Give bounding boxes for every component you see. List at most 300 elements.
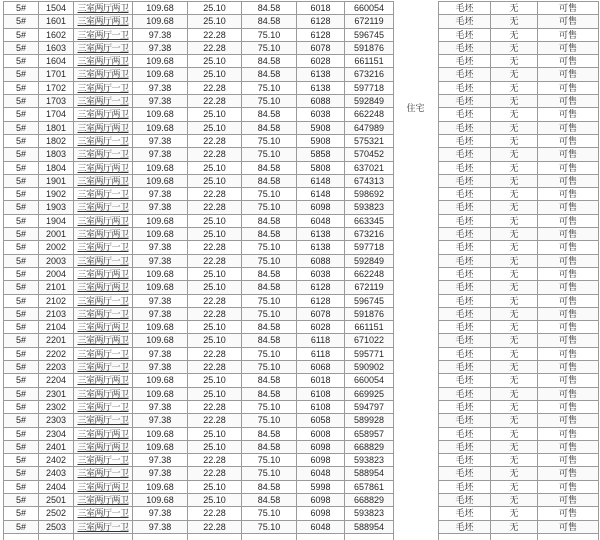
cell-unit-type-link[interactable]: 三室两厅两卫 bbox=[74, 161, 133, 174]
cell-gross-area: 109.68 bbox=[133, 281, 188, 294]
table-row bbox=[439, 228, 599, 241]
cell-room-number: 2402 bbox=[39, 454, 74, 467]
table-row bbox=[4, 440, 394, 453]
cell-total-price: 591876 bbox=[345, 307, 394, 320]
cell-unit-type-link[interactable]: 三室两厅两卫 bbox=[74, 228, 133, 241]
cell-building-number: 5# bbox=[4, 361, 39, 374]
cell-unit-type-link[interactable]: 三室两厅两卫 bbox=[74, 387, 133, 400]
cell-unit-type-link[interactable]: 三室两厅一卫 bbox=[74, 148, 133, 161]
cell-unit-type-link[interactable]: 三室两厅两卫 bbox=[74, 267, 133, 280]
table-row bbox=[4, 241, 394, 254]
cell-sale-status: 可售 bbox=[538, 214, 599, 227]
cell-total-price: 668829 bbox=[345, 440, 394, 453]
cell-gross-area: 97.38 bbox=[133, 28, 188, 41]
table-row bbox=[4, 121, 394, 134]
cell-room-number: 1802 bbox=[39, 134, 74, 147]
table-row bbox=[439, 493, 599, 506]
cell-net-area: 84.58 bbox=[242, 68, 297, 81]
cell-condition: 毛坯 bbox=[439, 241, 491, 254]
cell-building-number: 5# bbox=[4, 241, 39, 254]
cell-unit-type-link[interactable]: 三室两厅两卫 bbox=[74, 68, 133, 81]
cell-mortgage: 无 bbox=[491, 414, 538, 427]
cell-building-number: 5# bbox=[4, 334, 39, 347]
cell-sale-status: 可售 bbox=[538, 387, 599, 400]
table-row bbox=[4, 95, 394, 108]
cell-unit-type-link[interactable]: 三室两厅一卫 bbox=[74, 188, 133, 201]
table-row bbox=[439, 95, 599, 108]
cell-mortgage: 无 bbox=[491, 241, 538, 254]
cell-building-number: 5# bbox=[4, 347, 39, 360]
cell-mortgage: 无 bbox=[491, 188, 538, 201]
cell-net-area: 84.58 bbox=[242, 108, 297, 121]
table-row bbox=[439, 294, 599, 307]
cell-shared-area: 22.28 bbox=[188, 467, 242, 480]
cell-gross-area: 109.68 bbox=[133, 161, 188, 174]
cell-sale-status: 可售 bbox=[538, 440, 599, 453]
cell-unit-price: 6088 bbox=[297, 95, 345, 108]
cell-sale-status: 可售 bbox=[538, 201, 599, 214]
cell-room-number: 2004 bbox=[39, 267, 74, 280]
cell-condition: 毛坯 bbox=[439, 281, 491, 294]
cell-shared-area: 22.28 bbox=[188, 307, 242, 320]
cell-unit-type-link[interactable]: 三室两厅一卫 bbox=[74, 28, 133, 41]
cell-mortgage: 无 bbox=[491, 55, 538, 68]
cell-total-price: 660054 bbox=[345, 374, 394, 387]
cell-total-price: 588954 bbox=[345, 467, 394, 480]
cell-net-area: 84.58 bbox=[242, 2, 297, 15]
table-row bbox=[4, 347, 394, 360]
cell-sale-status: 可售 bbox=[538, 520, 599, 533]
cell-unit-price: 6108 bbox=[297, 400, 345, 413]
cell-building-number: 5# bbox=[4, 387, 39, 400]
cell-building-number: 5# bbox=[4, 148, 39, 161]
cell-condition: 毛坯 bbox=[439, 267, 491, 280]
table-row bbox=[4, 174, 394, 187]
cell-room-number: 2003 bbox=[39, 254, 74, 267]
cell-sale-status: 可售 bbox=[538, 41, 599, 54]
cell-building-number: 5# bbox=[4, 440, 39, 453]
cell-total-price: 668829 bbox=[345, 493, 394, 506]
table-row bbox=[4, 454, 394, 467]
cell-room-number: 2102 bbox=[39, 294, 74, 307]
cell-mortgage: 无 bbox=[491, 121, 538, 134]
cell-gross-area: 109.68 bbox=[133, 68, 188, 81]
cell-room-number: 1504 bbox=[39, 2, 74, 15]
cell-mortgage: 无 bbox=[491, 334, 538, 347]
cell-net-area: 84.58 bbox=[242, 334, 297, 347]
cell-sale-status: 可售 bbox=[538, 174, 599, 187]
cell-room-number: 1702 bbox=[39, 81, 74, 94]
cell-unit-price: 5908 bbox=[297, 121, 345, 134]
cell-condition: 毛坯 bbox=[439, 387, 491, 400]
table-row-partial bbox=[4, 533, 394, 540]
table-row bbox=[439, 148, 599, 161]
cell-sale-status: 可售 bbox=[538, 95, 599, 108]
table-row bbox=[439, 427, 599, 440]
cell-total-price: 596745 bbox=[345, 294, 394, 307]
cell-shared-area: 25.10 bbox=[188, 387, 242, 400]
cell-mortgage: 无 bbox=[491, 454, 538, 467]
cell-mortgage: 无 bbox=[491, 400, 538, 413]
cell-building-number: 5# bbox=[4, 414, 39, 427]
cell-sale-status: 可售 bbox=[538, 2, 599, 15]
empty-cell bbox=[538, 533, 599, 540]
cell-total-price: 672119 bbox=[345, 15, 394, 28]
cell-shared-area: 22.28 bbox=[188, 454, 242, 467]
table-row bbox=[439, 440, 599, 453]
cell-sale-status: 可售 bbox=[538, 228, 599, 241]
cell-unit-price: 6098 bbox=[297, 201, 345, 214]
cell-gross-area: 109.68 bbox=[133, 174, 188, 187]
cell-unit-price: 6088 bbox=[297, 254, 345, 267]
cell-unit-type-link[interactable]: 三室两厅一卫 bbox=[74, 294, 133, 307]
cell-unit-price: 6078 bbox=[297, 41, 345, 54]
cell-condition: 毛坯 bbox=[439, 28, 491, 41]
cell-room-number: 2303 bbox=[39, 414, 74, 427]
cell-mortgage: 无 bbox=[491, 493, 538, 506]
cell-net-area: 84.58 bbox=[242, 374, 297, 387]
cell-unit-type-link[interactable]: 三室两厅两卫 bbox=[74, 55, 133, 68]
cell-building-number: 5# bbox=[4, 121, 39, 134]
cell-unit-type-link[interactable]: 三室两厅一卫 bbox=[74, 134, 133, 147]
cell-unit-type-link[interactable]: 三室两厅一卫 bbox=[74, 467, 133, 480]
table-row bbox=[4, 294, 394, 307]
cell-net-area: 84.58 bbox=[242, 174, 297, 187]
cell-mortgage: 无 bbox=[491, 427, 538, 440]
table-row bbox=[4, 134, 394, 147]
cell-unit-type-link[interactable]: 三室两厅一卫 bbox=[74, 361, 133, 374]
cell-net-area: 84.58 bbox=[242, 161, 297, 174]
cell-shared-area: 25.10 bbox=[188, 15, 242, 28]
cell-net-area: 75.10 bbox=[242, 414, 297, 427]
table-row bbox=[439, 387, 599, 400]
cell-condition: 毛坯 bbox=[439, 161, 491, 174]
cell-gross-area: 97.38 bbox=[133, 307, 188, 320]
cell-unit-price: 6098 bbox=[297, 440, 345, 453]
empty-cell bbox=[39, 533, 74, 540]
empty-cell bbox=[188, 533, 242, 540]
table-row bbox=[4, 361, 394, 374]
cell-unit-type-link[interactable]: 三室两厅一卫 bbox=[74, 95, 133, 108]
cell-net-area: 84.58 bbox=[242, 427, 297, 440]
cell-sale-status: 可售 bbox=[538, 307, 599, 320]
cell-condition: 毛坯 bbox=[439, 374, 491, 387]
cell-unit-price: 6048 bbox=[297, 467, 345, 480]
cell-mortgage: 无 bbox=[491, 108, 538, 121]
cell-mortgage: 无 bbox=[491, 374, 538, 387]
cell-net-area: 75.10 bbox=[242, 81, 297, 94]
cell-building-number: 5# bbox=[4, 108, 39, 121]
cell-gross-area: 97.38 bbox=[133, 414, 188, 427]
cell-mortgage: 无 bbox=[491, 281, 538, 294]
cell-building-number: 5# bbox=[4, 15, 39, 28]
cell-unit-type-link[interactable]: 三室两厅两卫 bbox=[74, 214, 133, 227]
table-row bbox=[4, 427, 394, 440]
cell-sale-status: 可售 bbox=[538, 68, 599, 81]
cell-total-price: 593823 bbox=[345, 507, 394, 520]
cell-building-number: 5# bbox=[4, 254, 39, 267]
cell-condition: 毛坯 bbox=[439, 414, 491, 427]
cell-building-number: 5# bbox=[4, 454, 39, 467]
cell-room-number: 2304 bbox=[39, 427, 74, 440]
cell-shared-area: 25.10 bbox=[188, 480, 242, 493]
cell-total-price: 592849 bbox=[345, 254, 394, 267]
cell-unit-type-link[interactable]: 三室两厅一卫 bbox=[74, 400, 133, 413]
cell-sale-status: 可售 bbox=[538, 294, 599, 307]
cell-total-price: 597718 bbox=[345, 81, 394, 94]
cell-sale-status: 可售 bbox=[538, 121, 599, 134]
cell-building-number: 5# bbox=[4, 400, 39, 413]
table-row bbox=[439, 347, 599, 360]
cell-sale-status: 可售 bbox=[538, 55, 599, 68]
cell-unit-price: 5908 bbox=[297, 134, 345, 147]
cell-unit-type-link[interactable]: 三室两厅两卫 bbox=[74, 493, 133, 506]
cell-mortgage: 无 bbox=[491, 201, 538, 214]
cell-unit-type-link[interactable]: 三室两厅两卫 bbox=[74, 480, 133, 493]
cell-condition: 毛坯 bbox=[439, 55, 491, 68]
cell-unit-type-link[interactable]: 三室两厅两卫 bbox=[74, 121, 133, 134]
cell-building-number: 5# bbox=[4, 520, 39, 533]
cell-unit-price: 6128 bbox=[297, 294, 345, 307]
table-row bbox=[4, 267, 394, 280]
cell-shared-area: 22.28 bbox=[188, 254, 242, 267]
cell-condition: 毛坯 bbox=[439, 361, 491, 374]
table-row bbox=[439, 2, 599, 15]
cell-building-number: 5# bbox=[4, 174, 39, 187]
table-row bbox=[439, 334, 599, 347]
table-row bbox=[4, 493, 394, 506]
cell-unit-type-link[interactable]: 三室两厅一卫 bbox=[74, 241, 133, 254]
cell-net-area: 84.58 bbox=[242, 387, 297, 400]
cell-unit-type-link[interactable]: 三室两厅两卫 bbox=[74, 281, 133, 294]
cell-shared-area: 25.10 bbox=[188, 440, 242, 453]
cell-net-area: 84.58 bbox=[242, 55, 297, 68]
cell-sale-status: 可售 bbox=[538, 134, 599, 147]
cell-net-area: 75.10 bbox=[242, 467, 297, 480]
cell-unit-type-link[interactable]: 三室两厅一卫 bbox=[74, 507, 133, 520]
cell-unit-type-link[interactable]: 三室两厅两卫 bbox=[74, 174, 133, 187]
cell-unit-type-link[interactable]: 三室两厅一卫 bbox=[74, 347, 133, 360]
cell-shared-area: 22.28 bbox=[188, 148, 242, 161]
cell-unit-price: 6138 bbox=[297, 241, 345, 254]
cell-building-number: 5# bbox=[4, 28, 39, 41]
cell-mortgage: 无 bbox=[491, 228, 538, 241]
cell-building-number: 5# bbox=[4, 2, 39, 15]
cell-shared-area: 22.28 bbox=[188, 520, 242, 533]
cell-condition: 毛坯 bbox=[439, 254, 491, 267]
cell-gross-area: 109.68 bbox=[133, 228, 188, 241]
cell-net-area: 84.58 bbox=[242, 15, 297, 28]
cell-total-price: 570452 bbox=[345, 148, 394, 161]
cell-unit-price: 6128 bbox=[297, 15, 345, 28]
cell-sale-status: 可售 bbox=[538, 148, 599, 161]
cell-room-number: 1604 bbox=[39, 55, 74, 68]
cell-room-number: 1701 bbox=[39, 68, 74, 81]
cell-building-number: 5# bbox=[4, 188, 39, 201]
cell-shared-area: 25.10 bbox=[188, 121, 242, 134]
cell-sale-status: 可售 bbox=[538, 241, 599, 254]
cell-mortgage: 无 bbox=[491, 480, 538, 493]
table-row bbox=[439, 174, 599, 187]
cell-building-number: 5# bbox=[4, 81, 39, 94]
cell-unit-price: 6028 bbox=[297, 321, 345, 334]
cell-shared-area: 22.28 bbox=[188, 41, 242, 54]
cell-room-number: 2404 bbox=[39, 480, 74, 493]
table-row bbox=[439, 374, 599, 387]
cell-unit-price: 6028 bbox=[297, 55, 345, 68]
table-row bbox=[4, 148, 394, 161]
cell-mortgage: 无 bbox=[491, 294, 538, 307]
table-row bbox=[4, 480, 394, 493]
cell-room-number: 2502 bbox=[39, 507, 74, 520]
cell-mortgage: 无 bbox=[491, 347, 538, 360]
cell-room-number: 2202 bbox=[39, 347, 74, 360]
cell-net-area: 84.58 bbox=[242, 228, 297, 241]
cell-condition: 毛坯 bbox=[439, 307, 491, 320]
cell-net-area: 75.10 bbox=[242, 41, 297, 54]
cell-unit-price: 5858 bbox=[297, 148, 345, 161]
cell-total-price: 590902 bbox=[345, 361, 394, 374]
cell-mortgage: 无 bbox=[491, 361, 538, 374]
cell-building-number: 5# bbox=[4, 321, 39, 334]
cell-unit-price: 6098 bbox=[297, 454, 345, 467]
cell-gross-area: 97.38 bbox=[133, 361, 188, 374]
cell-total-price: 598692 bbox=[345, 188, 394, 201]
cell-gross-area: 97.38 bbox=[133, 95, 188, 108]
cell-total-price: 595771 bbox=[345, 347, 394, 360]
cell-shared-area: 25.10 bbox=[188, 228, 242, 241]
table-row bbox=[439, 28, 599, 41]
cell-shared-area: 25.10 bbox=[188, 161, 242, 174]
cell-building-number: 5# bbox=[4, 201, 39, 214]
cell-sale-status: 可售 bbox=[538, 81, 599, 94]
cell-sale-status: 可售 bbox=[538, 108, 599, 121]
cell-room-number: 1901 bbox=[39, 174, 74, 187]
cell-sale-status: 可售 bbox=[538, 507, 599, 520]
cell-total-price: 662248 bbox=[345, 108, 394, 121]
table-row bbox=[439, 214, 599, 227]
cell-unit-price: 6138 bbox=[297, 68, 345, 81]
cell-building-number: 5# bbox=[4, 228, 39, 241]
cell-mortgage: 无 bbox=[491, 95, 538, 108]
table-row bbox=[4, 374, 394, 387]
cell-unit-type-link[interactable]: 三室两厅一卫 bbox=[74, 201, 133, 214]
cell-unit-type-link[interactable]: 三室两厅两卫 bbox=[74, 374, 133, 387]
cell-room-number: 1603 bbox=[39, 41, 74, 54]
cell-total-price: 593823 bbox=[345, 454, 394, 467]
cell-total-price: 672119 bbox=[345, 281, 394, 294]
cell-unit-type-link[interactable]: 三室两厅一卫 bbox=[74, 81, 133, 94]
cell-unit-type-link[interactable]: 三室两厅一卫 bbox=[74, 520, 133, 533]
cell-net-area: 75.10 bbox=[242, 28, 297, 41]
cell-mortgage: 无 bbox=[491, 134, 538, 147]
cell-gross-area: 109.68 bbox=[133, 387, 188, 400]
table-row bbox=[439, 281, 599, 294]
table-row bbox=[4, 307, 394, 320]
cell-shared-area: 25.10 bbox=[188, 374, 242, 387]
table-row bbox=[439, 400, 599, 413]
cell-total-price: 591876 bbox=[345, 41, 394, 54]
cell-unit-type-link[interactable]: 三室两厅两卫 bbox=[74, 321, 133, 334]
table-row bbox=[439, 507, 599, 520]
table-row bbox=[439, 241, 599, 254]
table-row bbox=[4, 387, 394, 400]
empty-cell bbox=[242, 533, 297, 540]
cell-room-number: 2301 bbox=[39, 387, 74, 400]
table-row bbox=[4, 414, 394, 427]
cell-unit-type-link[interactable]: 三室两厅一卫 bbox=[74, 454, 133, 467]
cell-unit-type-link[interactable]: 三室两厅一卫 bbox=[74, 414, 133, 427]
cell-mortgage: 无 bbox=[491, 148, 538, 161]
cell-unit-type-link[interactable]: 三室两厅两卫 bbox=[74, 334, 133, 347]
cell-unit-price: 6058 bbox=[297, 414, 345, 427]
cell-sale-status: 可售 bbox=[538, 361, 599, 374]
cell-unit-type-link[interactable]: 三室两厅两卫 bbox=[74, 15, 133, 28]
cell-unit-type-link[interactable]: 三室两厅两卫 bbox=[74, 440, 133, 453]
cell-room-number: 2401 bbox=[39, 440, 74, 453]
cell-total-price: 657861 bbox=[345, 480, 394, 493]
cell-unit-type-link[interactable]: 三室两厅一卫 bbox=[74, 307, 133, 320]
cell-unit-type-link[interactable]: 三室两厅两卫 bbox=[74, 108, 133, 121]
cell-building-number: 5# bbox=[4, 281, 39, 294]
cell-building-number: 5# bbox=[4, 294, 39, 307]
cell-condition: 毛坯 bbox=[439, 334, 491, 347]
empty-cell bbox=[4, 533, 39, 540]
cell-unit-price: 6128 bbox=[297, 28, 345, 41]
cell-total-price: 669925 bbox=[345, 387, 394, 400]
table-row bbox=[439, 41, 599, 54]
cell-unit-type-link[interactable]: 三室两厅两卫 bbox=[74, 2, 133, 15]
cell-total-price: 660054 bbox=[345, 2, 394, 15]
cell-room-number: 1801 bbox=[39, 121, 74, 134]
cell-condition: 毛坯 bbox=[439, 148, 491, 161]
cell-shared-area: 22.28 bbox=[188, 361, 242, 374]
cell-shared-area: 22.28 bbox=[188, 400, 242, 413]
table-row bbox=[439, 361, 599, 374]
cell-gross-area: 109.68 bbox=[133, 440, 188, 453]
table-row bbox=[439, 454, 599, 467]
table-row bbox=[439, 188, 599, 201]
cell-unit-type-link[interactable]: 三室两厅两卫 bbox=[74, 427, 133, 440]
table-row bbox=[4, 2, 394, 15]
cell-total-price: 661151 bbox=[345, 321, 394, 334]
cell-room-number: 2201 bbox=[39, 334, 74, 347]
cell-building-number: 5# bbox=[4, 507, 39, 520]
cell-building-number: 5# bbox=[4, 480, 39, 493]
table-row bbox=[439, 121, 599, 134]
cell-unit-type-link[interactable]: 三室两厅一卫 bbox=[74, 254, 133, 267]
cell-total-price: 597718 bbox=[345, 241, 394, 254]
cell-room-number: 2001 bbox=[39, 228, 74, 241]
cell-shared-area: 25.10 bbox=[188, 68, 242, 81]
cell-room-number: 2203 bbox=[39, 361, 74, 374]
cell-shared-area: 25.10 bbox=[188, 2, 242, 15]
cell-unit-price: 6038 bbox=[297, 267, 345, 280]
cell-building-number: 5# bbox=[4, 41, 39, 54]
cell-net-area: 84.58 bbox=[242, 281, 297, 294]
cell-gross-area: 109.68 bbox=[133, 15, 188, 28]
cell-net-area: 84.58 bbox=[242, 321, 297, 334]
cell-total-price: 593823 bbox=[345, 201, 394, 214]
cell-gross-area: 97.38 bbox=[133, 134, 188, 147]
cell-net-area: 75.10 bbox=[242, 95, 297, 108]
cell-gross-area: 97.38 bbox=[133, 41, 188, 54]
cell-condition: 毛坯 bbox=[439, 427, 491, 440]
table-row bbox=[4, 467, 394, 480]
cell-mortgage: 无 bbox=[491, 41, 538, 54]
cell-room-number: 1602 bbox=[39, 28, 74, 41]
cell-unit-type-link[interactable]: 三室两厅一卫 bbox=[74, 41, 133, 54]
